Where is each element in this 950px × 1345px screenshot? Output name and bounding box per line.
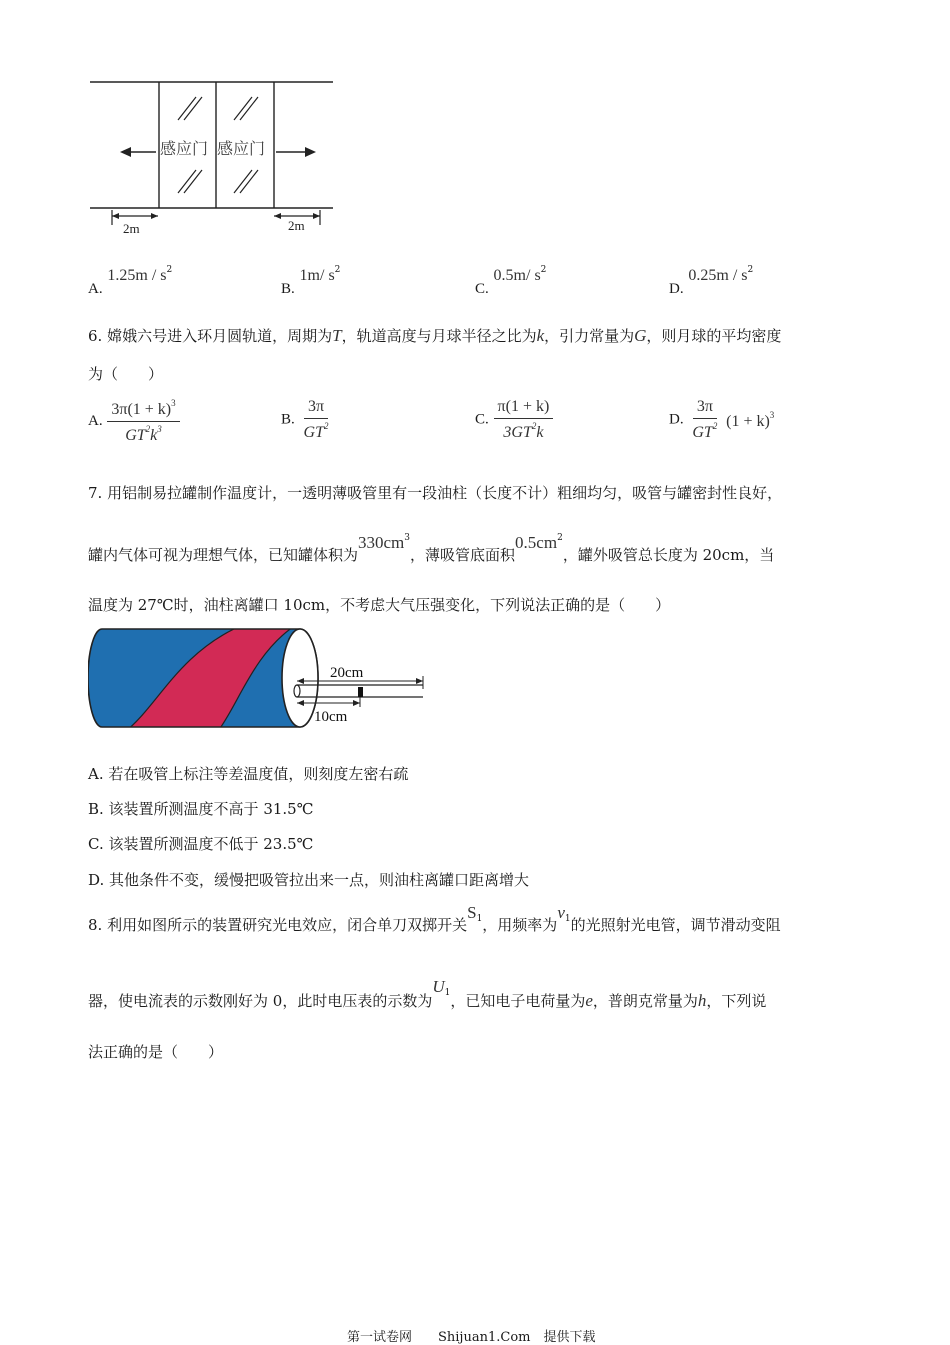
- q6-option-d[interactable]: D. $\frac{3\pi}{GT^2}$ $(1 + k)^3$: [669, 398, 775, 441]
- q5-option-c[interactable]: [475, 265, 547, 297]
- exponent: 2: [540, 265, 547, 275]
- q8-stem-line2: 器，使电流表的示数刚好为 0，此时电压表的示数为$U_1$，已知电子电荷量为e，普朗克常量为h，下列说: [88, 977, 767, 1010]
- q6-option-c[interactable]: [475, 398, 553, 442]
- fraction: $\frac{3\pi(1 + k)^3}{GT^2k^3}$: [107, 398, 179, 445]
- exponent: 2: [166, 265, 173, 275]
- door-diagram: [88, 75, 338, 240]
- q7-option-a[interactable]: A. 若在吸管上标注等差温度值，则刻度左密右疏: [88, 765, 409, 783]
- fraction: $\frac{\pi(1 + k)}{3GT^2k}$: [494, 398, 554, 442]
- q7-stem-line2: 罐内气体可视为理想气体，已知罐体积为$330cm^3$，薄吸管底面积$0.5cm^2$，罐外吸管总长度为 20cm，当: [88, 533, 775, 564]
- option-letter: D.: [669, 281, 684, 297]
- page-footer: 第一试卷网 Shijuan1.Com 提供下载: [347, 1330, 596, 1345]
- door-label-right: 感应门: [217, 139, 266, 158]
- option-value: 1m/ s: [299, 267, 335, 284]
- door-label-left: 感应门: [160, 139, 209, 158]
- q8-stem-line1: 8. 利用如图所示的装置研究光电效应，闭合单刀双掷开关$S_1$，用频率为$v_1$的光照射光电管，调节滑动变阻: [88, 903, 781, 934]
- option-letter: B.: [281, 281, 295, 297]
- fraction: $\frac{3\pi}{GT^2}$: [692, 398, 718, 441]
- dist-left-label: 2m: [123, 221, 140, 236]
- q5-option-a[interactable]: [88, 265, 173, 297]
- q7-stem-line3: 温度为 27℃时，油柱离罐口 10cm，不考虑大气压强变化，下列说法正确的是（ ）: [88, 596, 671, 614]
- exponent: 2: [747, 265, 754, 275]
- option-letter: C.: [475, 281, 489, 297]
- option-letter: A.: [88, 281, 103, 297]
- can-thermometer-diagram: [88, 625, 433, 735]
- q6-option-a[interactable]: [88, 398, 180, 445]
- option-letter: A.: [88, 413, 103, 429]
- q7-option-b[interactable]: B. 该装置所测温度不高于 31.5℃: [88, 800, 314, 818]
- dist-right-label: 2m: [288, 218, 305, 233]
- fraction: $\frac{3\pi}{GT^2}$: [303, 398, 329, 441]
- q6-stem-line2: 为（ ）: [88, 365, 164, 383]
- q7-stem-line1: 7. 用铝制易拉罐制作温度计，一透明薄吸管里有一段油柱（长度不计）粗细均匀，吸管与罐密封性良好，: [88, 484, 783, 502]
- exponent: 2: [334, 265, 341, 275]
- q7-option-c[interactable]: C. 该装置所测温度不低于 23.5℃: [88, 835, 314, 853]
- option-value: 0.25m / s: [688, 267, 748, 284]
- q5-option-b[interactable]: [281, 265, 341, 297]
- q8-stem-line3: 法正确的是（ ）: [88, 1043, 224, 1061]
- option-value: 0.5m/ s: [493, 267, 541, 284]
- option-value: 1.25m / s: [107, 267, 167, 284]
- q7-option-d[interactable]: D. 其他条件不变，缓慢把吸管拉出来一点，则油柱离罐口距离增大: [88, 871, 530, 889]
- q5-option-d[interactable]: [669, 265, 754, 297]
- option-letter: B.: [281, 411, 295, 428]
- option-letter: D.: [669, 411, 684, 428]
- option-letter: C.: [475, 411, 489, 428]
- len-oil-label: 10cm: [314, 709, 348, 725]
- q6-stem-line1: 6. 嫦娥六号进入环月圆轨道，周期为T，轨道高度与月球半径之比为k，引力常量为G，则月球的平均密度: [88, 326, 782, 345]
- q6-option-b[interactable]: [281, 398, 333, 442]
- len-total-label: 20cm: [330, 665, 364, 681]
